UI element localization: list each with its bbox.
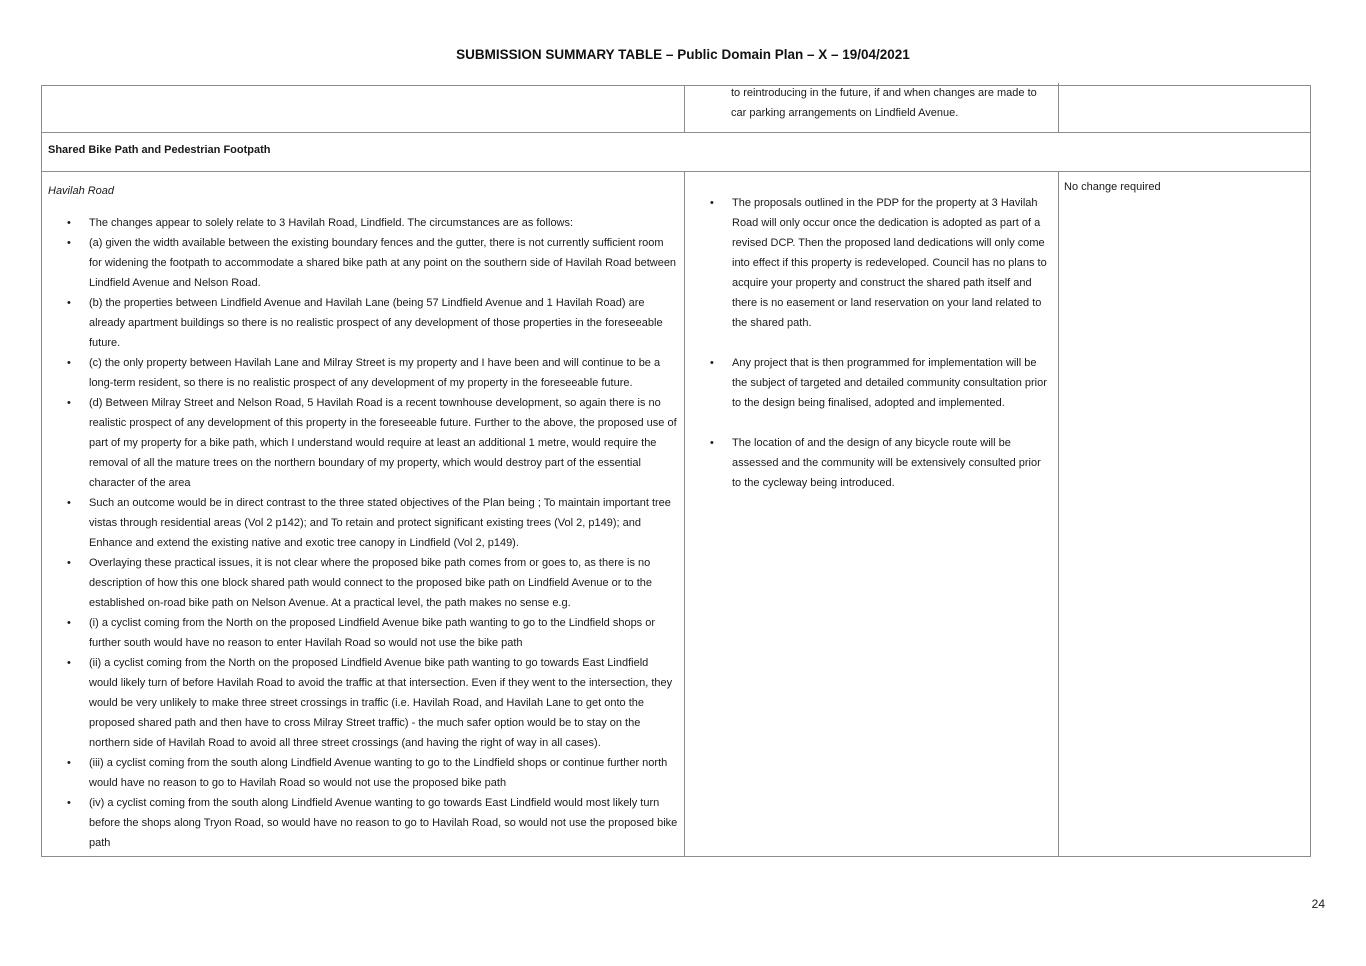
list-item: • (iv) a cyclist coming from the south along Lindfield Avenue wanting to go towards East Lindfield would most likely turn before the shops along Tryon Road, so would have no reason to go to Havilah Road, so would not use the proposed bike path xyxy=(48,793,678,853)
page-title: SUBMISSION SUMMARY TABLE – Public Domain Plan – X – 19/04/2021 xyxy=(456,47,910,62)
submission-cell xyxy=(42,86,685,132)
outcome-cell xyxy=(1059,86,1310,132)
table-row-continued xyxy=(42,86,1310,132)
list-item: • Overlaying these practical issues, it is not clear where the proposed bike path comes from or goes to, as there is no description of how this one block shared path would connect to the proposed bike path on Lindfield Avenue or to the established on-road bike path on Nelson Avenue. At a practical level, the path makes no sense e.g. xyxy=(48,553,678,613)
list-item: • (b) the properties between Lindfield Avenue and Havilah Lane (being 57 Lindfield Avenue and 1 Havilah Road) are already apartment buildings so there is no realistic prospect of any development of those properties in the foreseeable future. xyxy=(48,293,678,353)
list-item: • Such an outcome would be in direct contrast to the three stated objectives of the Plan being ; To maintain important tree vistas through residential areas (Vol 2 p142); and To retain and protect significant existing trees (Vol 2, p149); and Enhance and extend the existing native and exotic tree canopy in Lindfield (Vol 2, p149). xyxy=(48,493,678,553)
list-item: • (d) Between Milray Street and Nelson Road, 5 Havilah Road is a recent townhouse development, so again there is no realistic prospect of any development of this property in the foreseeable future. Further to the above, the proposed use of part of my property for a bike path, which I understand would require at least an additional 1 metre, would require the removal of all the mature trees on the northern boundary of my property, which would destroy part of the essential character of the area xyxy=(48,393,678,493)
list-item: • (a) given the width available between the existing boundary fences and the gutter, there is not currently sufficient room for widening the footpath to accommodate a shared bike path at any point on the southern side of Havilah Road between Lindfield Avenue and Nelson Road. xyxy=(48,233,678,293)
list-item: • (c) the only property between Havilah Lane and Milray Street is my property and I have been and will continue to be a long-term resident, so there is no realistic prospect of any development of my property in the foreseeable future. xyxy=(48,353,678,393)
response-cell: to reintroducing in the future, if and when changes are made to car parking arrangements on Lindfield Avenue. xyxy=(685,83,1059,132)
list-item: • The proposals outlined in the PDP for the property at 3 Havilah Road will only occur once the dedication is adopted as part of a revised DCP. Then the proposed land dedications will only come into effect if this property is redeveloped. Council has no plans to acquire your property and construct the shared path itself and there is no easement or land reservation on your land related to the shared path. xyxy=(691,193,1052,333)
list-item: • The changes appear to solely relate to 3 Havilah Road, Lindfield. The circumstances are as follows: xyxy=(48,213,678,233)
section-heading: Shared Bike Path and Pedestrian Footpath xyxy=(48,144,271,156)
submission-subheading: Havilah Road xyxy=(48,185,115,197)
list-item: • (ii) a cyclist coming from the North on the proposed Lindfield Avenue bike path wanting to go towards East Lindfield would likely turn of before Havilah Road to avoid the traffic at that intersection. Even if they went to the intersection, they would be very unlikely to make three street crossings in traffic (i.e. Havilah Road, and Havilah Lane to get onto the proposed shared path and then have to cross Milray Street traffic) - the much safer option would be to stay on the northern side of Havilah Road to avoid all three street crossings (and having the right of way in all cases). xyxy=(48,653,678,753)
response-cell xyxy=(685,172,1059,856)
list-item: • (i) a cyclist coming from the North on the proposed Lindfield Avenue bike path wanting to go to the Lindfield shops or further south would have no reason to enter Havilah Road so would not use the bike path xyxy=(48,613,678,653)
list-item: • Any project that is then programmed for implementation will be the subject of targeted and detailed community consultation prior to the design being finalised, adopted and implemented. xyxy=(691,353,1052,413)
table-row xyxy=(42,171,1310,856)
list-item: • (iii) a cyclist coming from the south along Lindfield Avenue wanting to go to the Lindfield shops or continue further north would have no reason to go to Havilah Road so would not use the proposed bike path xyxy=(48,753,678,793)
submission-cell xyxy=(42,172,685,856)
outcome-cell xyxy=(1059,172,1310,856)
list-item: • The location of and the design of any bicycle route will be assessed and the community will be extensively consulted prior to the cycleway being introduced. xyxy=(691,433,1052,493)
page-number: 24 xyxy=(1311,897,1325,911)
table-section-row xyxy=(42,132,1310,171)
response-list xyxy=(691,193,1052,493)
submission-list xyxy=(48,213,678,853)
submission-table xyxy=(41,85,1311,857)
outcome-text: No change required xyxy=(1064,181,1161,193)
